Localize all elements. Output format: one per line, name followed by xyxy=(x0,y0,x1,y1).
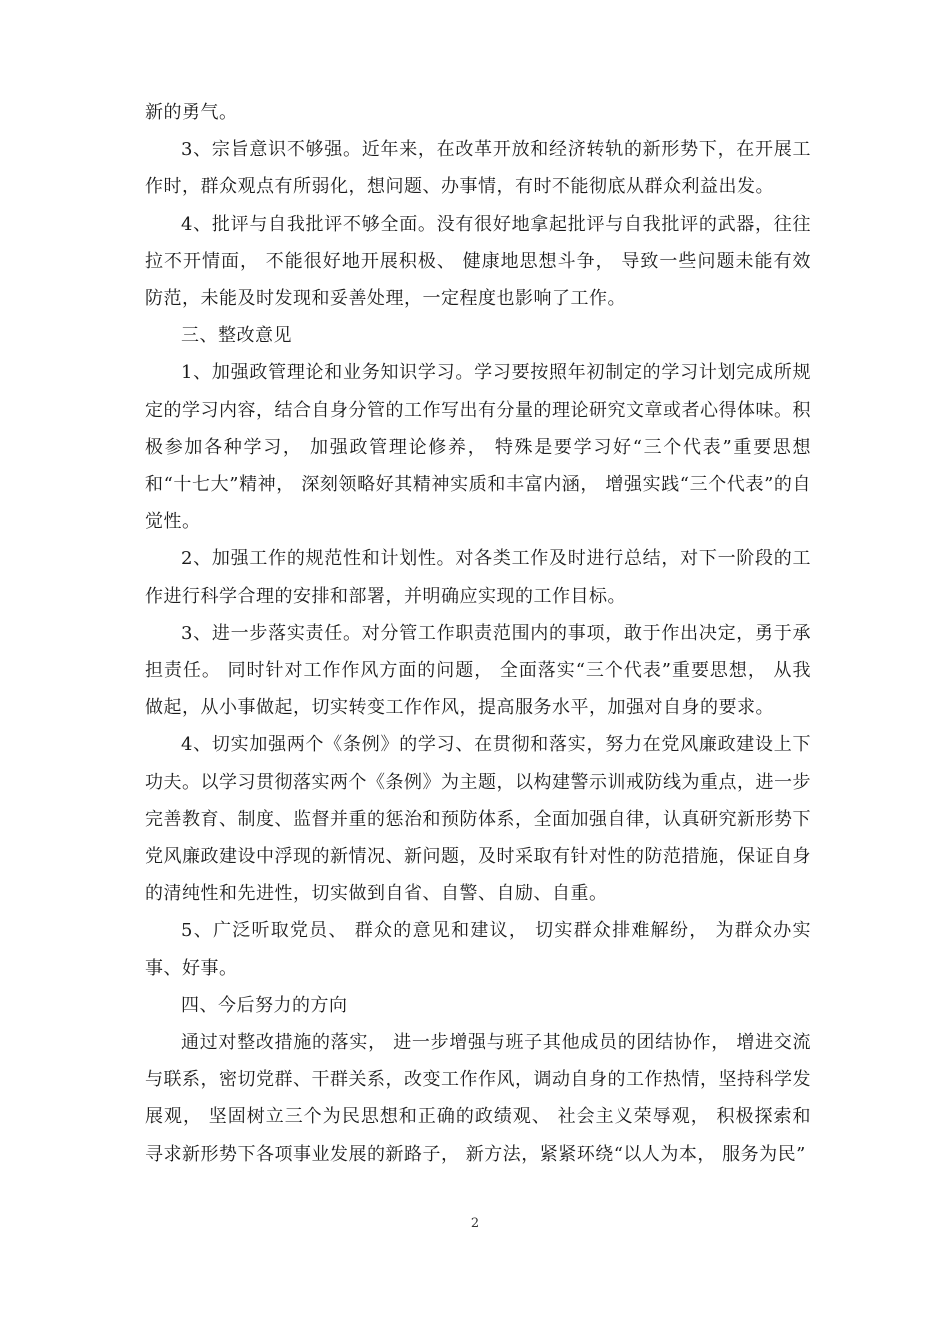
paragraph-item-4-criticism: 4、批评与自我批评不够全面。没有很好地拿起批评与自我批评的武器，往往拉不开情面， 不能很好地开展积极、 健康地思想斗争， 导致一些问题未能有效防范，未能及时发现和妥善处理，一定程度也影响了工作。 xyxy=(145,213,811,310)
section-heading-future-direction: 四、今后努力的方向 xyxy=(181,994,348,1016)
page-number: 2 xyxy=(470,1216,480,1231)
paragraph-continuation: 新的勇气。 xyxy=(145,102,238,123)
paragraph-rectify-2-planning: 2、加强工作的规范性和计划性。对各类工作及时进行总结，对下一阶段的工作进行科学合理的安排和部署，并明确应实现的工作目标。 xyxy=(145,548,811,607)
paragraph-future-direction: 通过对整改措施的落实， 进一步增强与班子其他成员的团结协作， 增进交流与联系，密切党群、干群关系，改变工作作风，调动自身的工作热情，坚持科学发展观， 坚固树立三个为民思想和正确的政绩观、 社会主义荣辱观， 积极探索和寻求新形势下各项事业发展的新路子， 新方法，紧紧环绕“以人为本， 服务为民” xyxy=(145,1032,811,1165)
document-body xyxy=(145,94,811,1173)
paragraph-rectify-1-study: 1、加强政管理论和业务知识学习。学习要按照年初制定的学习计划完成所规定的学习内容，结合自身分管的工作写出有分量的理论研究文章或者心得体味。积极参加各种学习， 加强政管理论修养， 特殊是要学习好“三个代表”重要思想和“十七大”精神， 深刻领略好其精神实质和丰富内涵， 增强实践“三个代表”的自觉性。 xyxy=(145,362,811,533)
paragraph-rectify-3-responsibility: 3、进一步落实责任。对分管工作职责范围内的事项，敢于作出决定，勇于承担责任。 同时针对工作作风方面的问题， 全面落实“三个代表”重要思想， 从我做起，从小事做起，切实转变工作作风，提高服务水平，加强对自身的要求。 xyxy=(145,622,811,719)
paragraph-item-3-purpose-awareness: 3、宗旨意识不够强。近年来，在改革开放和经济转轨的新形势下，在开展工作时，群众观点有所弱化，想问题、办事情，有时不能彻底从群众利益出发。 xyxy=(145,139,811,198)
section-heading-rectification: 三、整改意见 xyxy=(181,325,292,347)
paragraph-rectify-5-listen: 5、广泛听取党员、 群众的意见和建议， 切实群众排难解纷， 为群众办实事、好事。 xyxy=(145,920,811,979)
paragraph-rectify-4-regulations: 4、切实加强两个《条例》的学习、在贯彻和落实，努力在党风廉政建设上下功夫。以学习贯彻落实两个《条例》为主题，以构建警示训戒防线为重点，进一步完善教育、制度、监督并重的惩治和预防体系，全面加强自律，认真研究新形势下党风廉政建设中浮现的新情况、新问题，及时采取有针对性的防范措施，保证自身的清纯性和先进性，切实做到自省、自警、自励、自重。 xyxy=(145,734,811,905)
